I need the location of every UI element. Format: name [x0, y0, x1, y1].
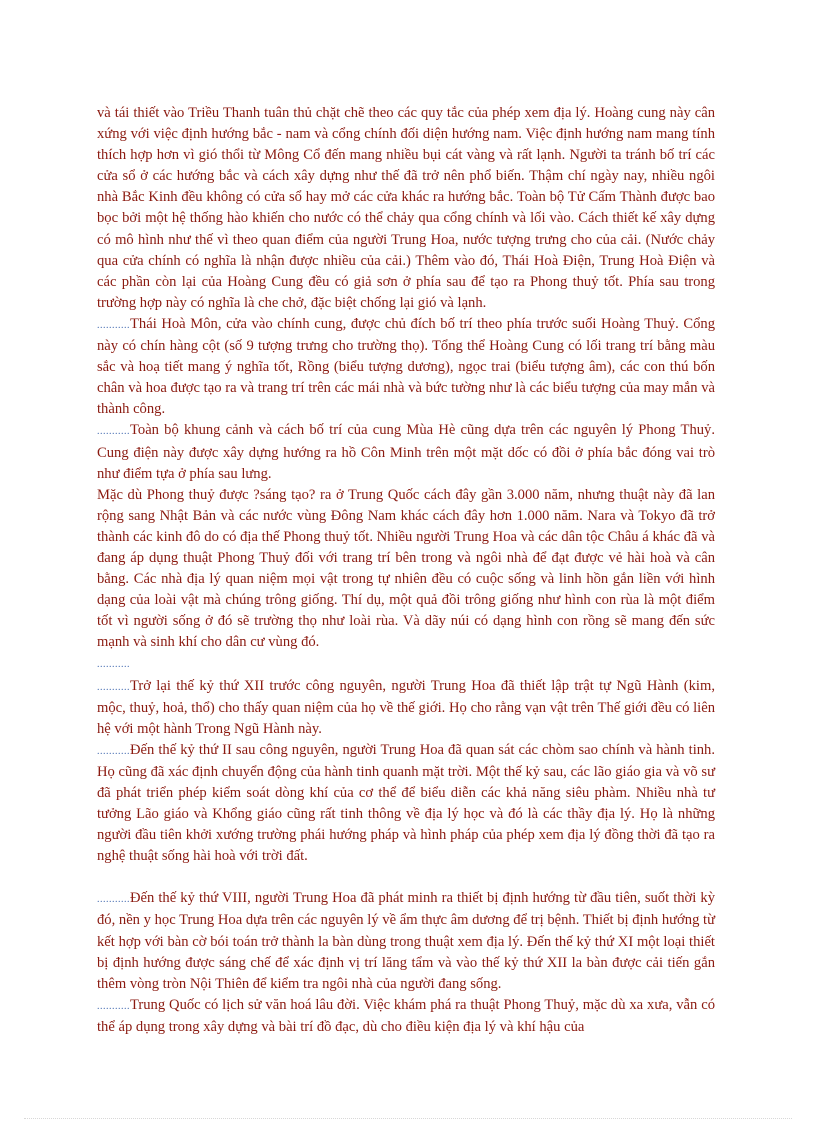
leader-line: ...........: [97, 659, 130, 671]
leader-dots: ...........: [97, 426, 130, 438]
leader-dots: ...........: [97, 1000, 130, 1012]
paragraph-8: ...........Trung Quốc có lịch sử văn hoá lâu đời. Việc khám phá ra thuật Phong Thuỷ, mặc dù xa xưa, vẫn có thể áp dụng trong xây dựng và bài trí đồ đạc, dù cho điều kiện địa lý và khí hậu của: [97, 996, 715, 1035]
paragraph-7: ...........Đến thế kỷ thứ VIII, người Trung Hoa đã phát minh ra thiết bị định hướng từ đầu tiên, suốt thời kỳ đó, nền y học Trung Hoa dựa trên các nguyên lý về ẩm thực âm dương để trị bệnh. Thiết bị định hướng từ kết hợp với bàn cờ bói toán trở thành la bàn dùng trong thuật xem địa lý. Đến thế kỷ thứ XI một loại thiết bị định hướng được sáng chế để xác định vị trí lăng tẩm và vào thế kỷ thứ XII la bàn được cải tiến gắn thêm vòng tròn Nội Thiên để kiểm tra ngôi nhà của người đang sống.: [97, 890, 715, 992]
paragraph-5: ...........Trở lại thế kỷ thứ XII trước công nguyên, người Trung Hoa đã thiết lập trật tự Ngũ Hành (kim, mộc, thuỷ, hoả, thổ) cho thấy quan niệm của họ về thế giới. Họ cho rằng vạn vật trên Thế giới đều có liên hệ với một hành Trong Ngũ Hành này.: [97, 677, 715, 737]
leader-dots: ...........: [97, 319, 130, 331]
leader-dots: ...........: [97, 894, 130, 906]
paragraph-2: ...........Thái Hoà Môn, cửa vào chính cung, được chủ đích bố trí theo phía trước suối Hoàng Thuỷ. Cổng này có chín hàng cột (số 9 tượng trưng cho trường thọ). Tổng thể Hoàng Cung có lối trang trí bằng màu sắc và hoạ tiết mang ý nghĩa tốt, Rồng (biểu tượng dương), ngọc trai (biểu tượng âm), các con thú bốn chân và hoa được tạo ra và trang trí trên các mái nhà và bức tường như là các biểu tượng của may mắn và thành công.: [97, 315, 715, 418]
paragraph-3: ...........Toàn bộ khung cảnh và cách bố trí của cung Mùa Hè cũng dựa trên các nguyên lý Phong Thuỷ. Cung điện này được xây dựng hướng ra hồ Côn Minh trên một mặt dốc có đồi ở phía bắc đóng vai trò như điểm tựa ở phía sau lưng.: [97, 422, 715, 482]
paragraph-1: và tái thiết vào Triều Thanh tuân thủ chặt chẽ theo các quy tắc của phép xem địa lý. Hoàng cung này cân xứng với việc định hướng bắc - nam và cổng chính đối diện hướng nam. Việc định hướng nam mang tính thích hợp hơn vì gió thổi từ Mông Cổ đến mang nhiều bụi cát vàng và rất lạnh. Người ta tránh bố trí các cửa sổ ở các hướng bắc và cách xây dựng như thế đã trở nên phổ biến. Thậm chí ngày nay, nhiều ngôi nhà Bắc Kinh đều không có cửa sổ hay mở các cửa khác ra hướng bắc. Toàn bộ Tử Cấm Thành được bao bọc bởi một hệ thống hào khiến cho nước có thể chảy qua cổng chính và lối vào. Cách thiết kế xây dựng có mô hình như thế vì theo quan điểm của người Trung Hoa, nước tượng trưng cho của cải. (Nước chảy qua cửa chính có nghĩa là nhận được nhiều của cải.) Thêm vào đó, Thái Hoà Điện, Trung Hoà Điện và các phần còn lại của Hoàng Cung đều có giả sơn ở phía sau để tạo ra Phong thuỷ tốt. Phía sau trong trường hợp này có nghĩa là che chở, đặc biệt chống lại gió và lạnh.: [97, 105, 715, 311]
page-bottom-rule: [24, 1118, 792, 1119]
paragraph-4: Mặc dù Phong thuỷ được ?sáng tạo? ra ở Trung Quốc cách đây gần 3.000 năm, nhưng thuật này đã lan rộng sang Nhật Bản và các nước vùng Đông Nam khác cách đây hơn 1.000 năm. Nara và Tokyo đã trở thành các kinh đô do có địa thế Phong thuỷ tốt. Nhiều người Trung Hoa và các dân tộc Châu á khác đã và đang áp dụng thuật Phong Thuỷ đối với trang trí bên trong và ngôi nhà để đạt được vẻ hài hoà và cân bằng. Các nhà địa lý quan niệm mọi vật trong tự nhiên đều có cuộc sống và linh hồn gắn liền với hình dạng của loài vật mà chúng trông giống. Thí dụ, một quả đồi trông giống như hình con rùa là một điểm tốt vì người sống ở đó sẽ trường thọ như loài rùa. Và dãy núi có dạng hình con rồng sẽ mang đến sức mạnh và sinh khí cho dân cư vùng đó.: [97, 486, 715, 651]
leader-dots: ...........: [97, 745, 130, 757]
document-body: [97, 103, 715, 1038]
blank-line: [97, 867, 715, 888]
leader-dots: ...........: [97, 681, 130, 693]
paragraph-6: ...........Đến thế kỷ thứ II sau công nguyên, người Trung Hoa đã quan sát các chòm sao chính và hành tinh. Họ cũng đã xác định chuyển động của hành tinh quanh mặt trời. Một thế kỷ sau, các lão giáo gia và võ sư đã phát triển phép kiểm soát dòng khí của cơ thể để biểu diễn các khả năng siêu phàm. Nhiều nhà tư tưởng Lão giáo và Khổng giáo cũng rất tinh thông về địa lý học và đó là các thầy địa lý. Họ là những người đầu tiên khởi xướng trường phái hướng pháp và hình pháp của phép xem địa lý đồng thời đã tạo ra nghệ thuật sống hài hoà với trời đất.: [97, 741, 715, 865]
